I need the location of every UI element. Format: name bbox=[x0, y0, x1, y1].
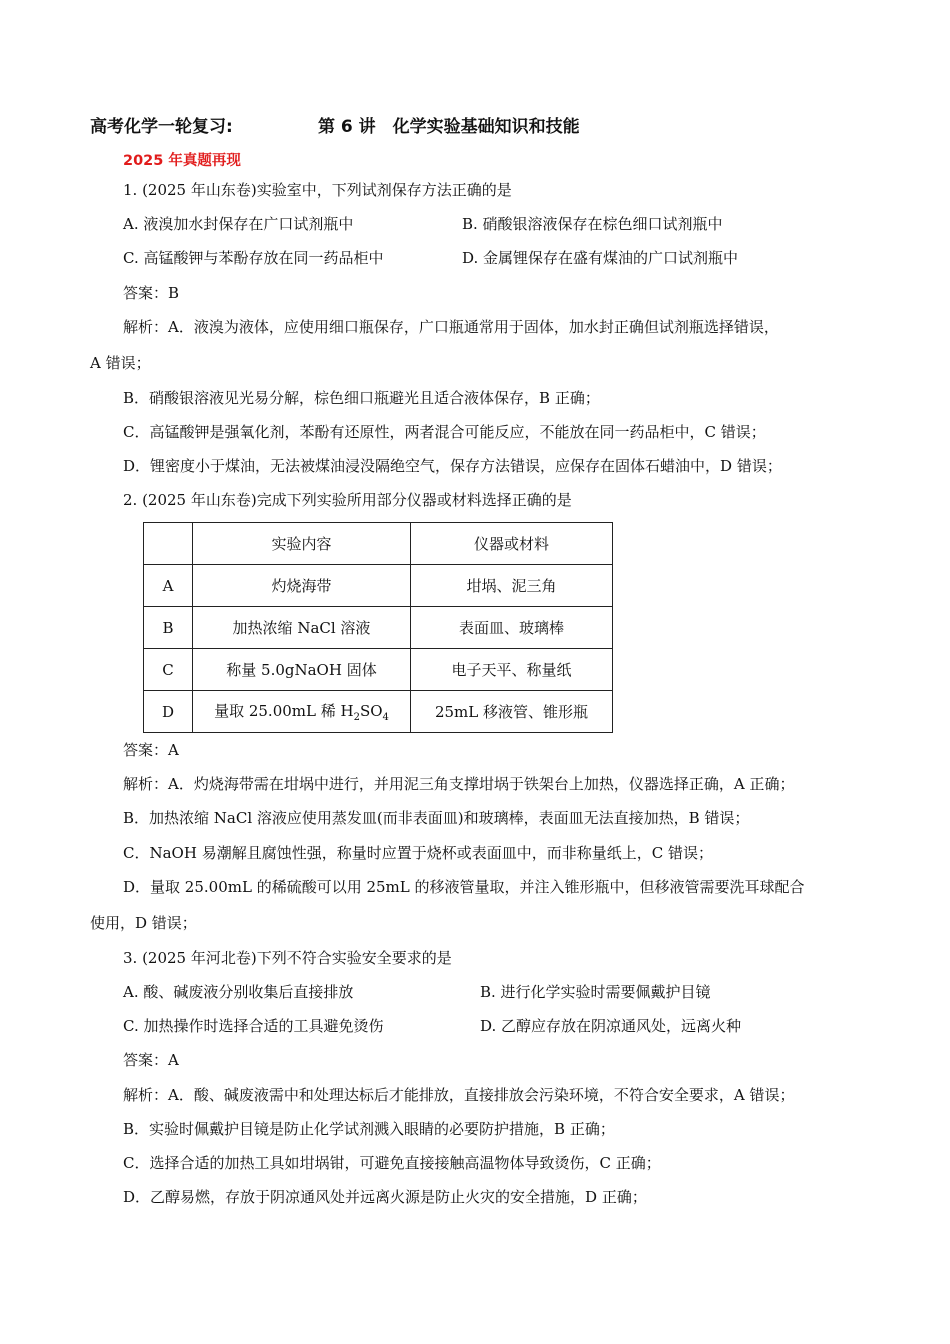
q3-option-a: A. 酸、碱废液分别收集后直接排放 bbox=[123, 983, 354, 1001]
table-row bbox=[144, 565, 613, 607]
q1-option-d: D. 金属锂保存在盛有煤油的广口试剂瓶中 bbox=[462, 249, 739, 267]
q1-explanation-b: B．硝酸银溶液见光易分解，棕色细口瓶避光且适合液体保存，B 正确； bbox=[123, 389, 600, 407]
row-content: 灼烧海带 bbox=[193, 565, 411, 607]
q1-explanation-a: 解析：A．液溴为液体，应使用细口瓶保存，广口瓶通常用于固体，加水封正确但试剂瓶选择错误， bbox=[123, 318, 779, 336]
q3-stem: 3. (2025 年河北卷)下列不符合实验安全要求的是 bbox=[123, 949, 452, 967]
row-content bbox=[193, 691, 411, 733]
row-label: A bbox=[144, 565, 193, 607]
row-tools: 表面皿、玻璃棒 bbox=[411, 607, 613, 649]
table-row bbox=[144, 607, 613, 649]
q3-answer: 答案：A bbox=[123, 1051, 179, 1069]
table-header-cell: 实验内容 bbox=[193, 523, 411, 565]
q2-stem: 2. (2025 年山东卷)完成下列实验所用部分仪器或材料选择正确的是 bbox=[123, 491, 572, 509]
q3-option-d: D. 乙醇应存放在阴凉通风处，远离火种 bbox=[480, 1017, 742, 1035]
q2-explanation-c: C．NaOH 易潮解且腐蚀性强，称量时应置于烧杯或表面皿中，而非称量纸上，C 错误； bbox=[123, 844, 713, 862]
row-content: 称量 5.0gNaOH 固体 bbox=[193, 649, 411, 691]
table-header-cell bbox=[144, 523, 193, 565]
q1-option-c: C. 高锰酸钾与苯酚存放在同一药品柜中 bbox=[123, 249, 384, 267]
row-content: 加热浓缩 NaCl 溶液 bbox=[193, 607, 411, 649]
q3-option-b: B. 进行化学实验时需要佩戴护目镜 bbox=[480, 983, 711, 1001]
q2-answer: 答案：A bbox=[123, 741, 179, 759]
subscript: 4 bbox=[382, 712, 389, 723]
q2-explanation-b: B．加热浓缩 NaCl 溶液应使用蒸发皿(而非表面皿)和玻璃棒，表面皿无法直接加热，B 错误； bbox=[123, 809, 750, 827]
lecture-title: 第 6 讲 化学实验基础知识和技能 bbox=[318, 117, 580, 137]
subscript: 2 bbox=[353, 712, 360, 723]
q1-explanation-c: C．高锰酸钾是强氧化剂，苯酚有还原性，两者混合可能反应，不能放在同一药品柜中，C 错误； bbox=[123, 423, 766, 441]
q1-explanation-a-cont: A 错误； bbox=[90, 354, 151, 372]
row-label: B bbox=[144, 607, 193, 649]
table-header-row bbox=[144, 523, 613, 565]
q2-explanation-d-cont: 使用，D 错误； bbox=[90, 914, 197, 932]
q3-explanation-c: C．选择合适的加热工具如坩埚钳，可避免直接接触高温物体导致烫伤，C 正确； bbox=[123, 1154, 661, 1172]
q1-option-a: A. 液溴加水封保存在广口试剂瓶中 bbox=[123, 215, 354, 233]
row-content-text: SO bbox=[359, 702, 383, 720]
q3-option-c: C. 加热操作时选择合适的工具避免烫伤 bbox=[123, 1017, 384, 1035]
q1-explanation-d: D．锂密度小于煤油，无法被煤油浸没隔绝空气，保存方法错误，应保存在固体石蜡油中，D 错误； bbox=[123, 457, 782, 475]
row-tools: 坩埚、泥三角 bbox=[411, 565, 613, 607]
row-content-text: 量取 25.00mL 稀 H bbox=[214, 702, 354, 720]
row-label: D bbox=[144, 691, 193, 733]
q3-explanation-b: B．实验时佩戴护目镜是防止化学试剂溅入眼睛的必要防护措施，B 正确； bbox=[123, 1120, 615, 1138]
table-header-cell: 仪器或材料 bbox=[411, 523, 613, 565]
q1-answer: 答案：B bbox=[123, 284, 180, 302]
q2-explanation-d: D．量取 25.00mL 的稀硫酸可以用 25mL 的移液管量取，并注入锥形瓶中，但移液管需要洗耳球配合 bbox=[123, 878, 805, 896]
course-series: 高考化学一轮复习: bbox=[90, 117, 233, 137]
section-heading: 2025 年真题再现 bbox=[123, 153, 241, 169]
row-tools: 电子天平、称量纸 bbox=[411, 649, 613, 691]
row-tools: 25mL 移液管、锥形瓶 bbox=[411, 691, 613, 733]
table-row bbox=[144, 691, 613, 733]
q1-option-b: B. 硝酸银溶液保存在棕色细口试剂瓶中 bbox=[462, 215, 723, 233]
q2-options-table bbox=[143, 522, 613, 733]
q1-stem: 1. (2025 年山东卷)实验室中，下列试剂保存方法正确的是 bbox=[123, 181, 512, 199]
table-row bbox=[144, 649, 613, 691]
q3-explanation-a: 解析：A．酸、碱废液需中和处理达标后才能排放，直接排放会污染环境，不符合安全要求，A 错误； bbox=[123, 1086, 795, 1104]
q3-explanation-d: D．乙醇易燃，存放于阴凉通风处并远离火源是防止火灾的安全措施，D 正确； bbox=[123, 1188, 647, 1206]
q2-explanation-a: 解析：A．灼烧海带需在坩埚中进行，并用泥三角支撑坩埚于铁架台上加热，仪器选择正确，A 正确； bbox=[123, 775, 795, 793]
row-label: C bbox=[144, 649, 193, 691]
document-title bbox=[90, 112, 870, 138]
